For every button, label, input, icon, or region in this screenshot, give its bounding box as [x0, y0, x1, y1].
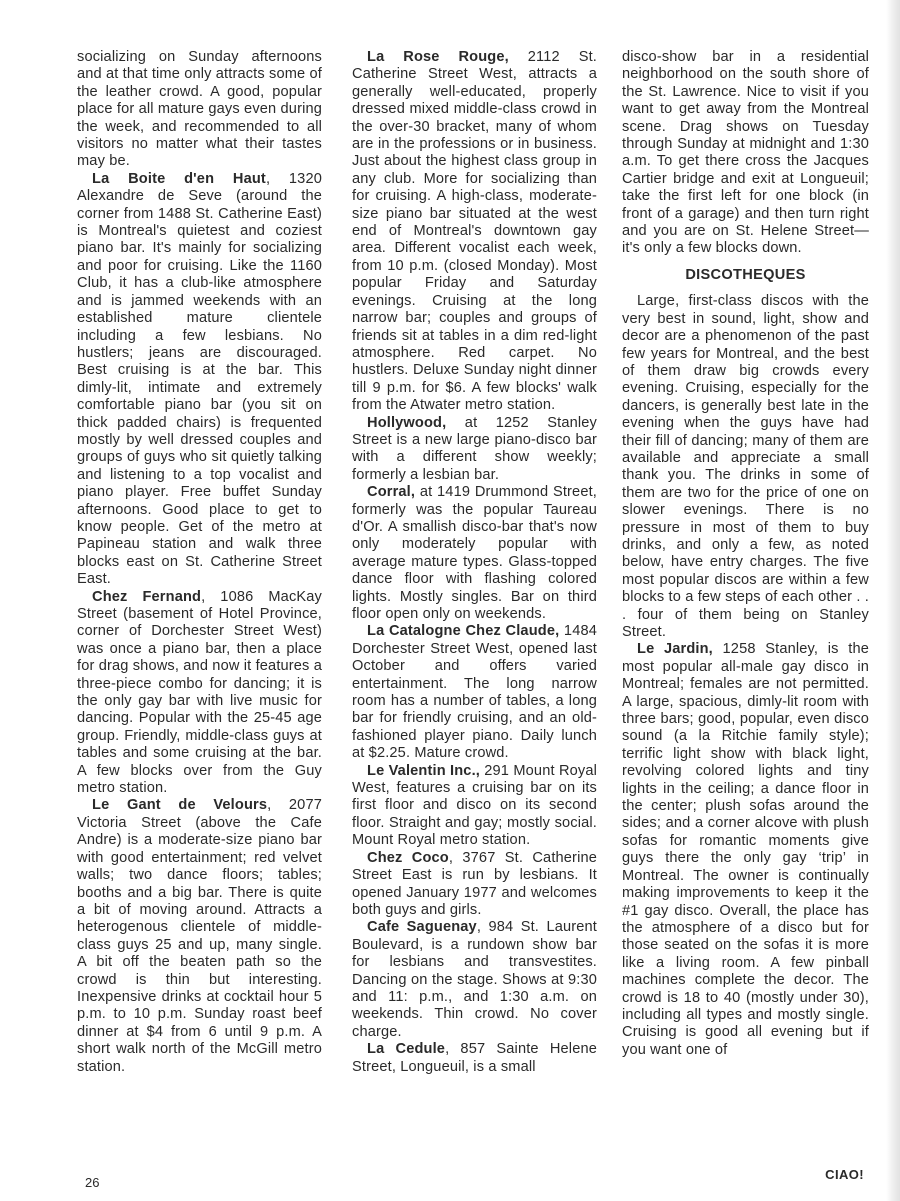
venue-name: Corral,	[367, 484, 416, 501]
entry-la-catalogne-chez-claude	[352, 623, 597, 762]
page-number: 26	[85, 1175, 100, 1190]
magazine-name: CIAO!	[825, 1167, 864, 1182]
entry-la-cedule	[352, 1041, 597, 1076]
entry-chez-fernand	[77, 589, 322, 798]
column-1	[77, 49, 322, 1076]
venue-name: La Cedule	[367, 1041, 446, 1058]
entry-la-rose-rouge	[352, 49, 597, 415]
column-3	[622, 49, 869, 1059]
venue-description: 1484 Dorchester Street West, opened last October and offers varied entertainment. The long narrow room has a number of tables, a long bar for friendly cruising, and an old-fashioned player piano. Daily lunch at $2.25. Mature crowd.	[352, 623, 597, 762]
paragraph-text: socializing on Sunday afternoons and at that time only attracts some of the leather crowd. A good, popular place for all mature gays even during the week, and recommended to all visitors no matter what their tastes may be.	[77, 49, 322, 170]
venue-name: Le Valentin Inc.,	[367, 762, 480, 779]
entry-la-boite-den-haut	[77, 171, 322, 589]
venue-description: , 984 St. Laurent Boulevard, is a rundown show bar for lesbians and transvestites. Dancing on the stage. Shows at 9:30 and 11: p.m., and 1:30 a.m. on weekends. Thin crowd. No cover charge.	[352, 919, 597, 1040]
venue-name: Chez Fernand	[92, 588, 202, 605]
venue-name: La Boite d'en Haut	[92, 170, 266, 187]
venue-name: La Rose Rouge,	[367, 49, 509, 65]
venue-name: Le Jardin,	[637, 641, 713, 658]
venue-name: Cafe Saguenay	[367, 919, 477, 936]
venue-description: , 2077 Victoria Street (above the Cafe Andre) is a moderate-size piano bar with good entertainment; red velvet walls; two dance floors; tables; booths and a big bar. There is quite a bit of moving around. Attracts a heterogenous clientele of middle-class guys 25 and up, many single. A bit off the beaten path so the crowd is thin but interesting. Inexpensive drinks at cocktail hour 5 p.m. to 10 p.m. Sunday roast beef dinner at $4 from 6 until 9 p.m. A short walk north of the McGill metro station.	[77, 797, 322, 1075]
venue-description: 2112 St. Catherine Street West, attracts a generally well-educated, properly dressed mixed middle-class crowd in the over-30 bracket, many of whom are in the professions or in business. Just about the highest class group in any club. More for socializing than for cruising. A high-class, moderate-size piano bar situated at the west end of Montreal's downtown gay area. Different vocalist each week, from 10 p.m. (closed Monday). Most popular Friday and Saturday evenings. Cruising at the long narrow bar; couples and groups of friends sit at tables in a dim red-light atmosphere. Red carpet. No hustlers. Deluxe Sunday night dinner till 9 p.m. for $6. A few blocks' walk from the Atwater metro station.	[352, 49, 597, 414]
discotheques-intro	[622, 293, 869, 641]
venue-name: Chez Coco	[367, 849, 449, 866]
venue-description: at 1252 Stanley Street is a new large piano-disco bar with a different show weekly; formerly a lesbian bar.	[352, 414, 597, 483]
venue-name: Hollywood,	[367, 414, 447, 431]
entry-chez-coco	[352, 850, 597, 920]
entry-cafe-saguenay	[352, 919, 597, 1041]
venue-description: at 1419 Drummond Street, formerly was the popular Taureau d'Or. A smallish disco-bar that's now only moderately popular with average mature types. Glass-topped dance floor with flashing colored lights. Mostly singles. Bar on third floor open only on weekends.	[352, 484, 597, 622]
section-heading-discotheques: DISCOTHEQUES	[685, 266, 806, 283]
paragraph-continuation	[77, 49, 322, 171]
paragraph-text: disco-show bar in a residential neighborhood on the south shore of the St. Lawrence. Nice to visit if you want to get away from the Montreal scene. Drag shows on Tuesday through Sunday at midnight and 1:30 a.m. To get there cross the Jacques Cartier bridge and exit at Longueuil; take the first left for one block (in front of a garage) and then turn right and you are on St. Helene Street—it's only a few blocks down.	[622, 49, 869, 257]
page-edge-shadow	[886, 0, 900, 1201]
venue-name: La Catalogne Chez Claude,	[367, 623, 560, 640]
paragraph-continuation	[622, 49, 869, 258]
venue-description: 291 Mount Royal West, features a cruising bar on its first floor and disco on its second floor. Straight and gay; mostly social. Mount Royal metro station.	[352, 762, 597, 849]
column-2	[352, 49, 597, 1076]
venue-description: , 1320 Alexandre de Seve (around the corner from 1488 St. Catherine East) is Montreal's quietest and coziest piano bar. It's mainly for socializing and poor for cruising. Like the 1160 Club, it has a club-like atmosphere and is jammed weekends with an established mature clientele including a few lesbians. No hustlers; jeans are discouraged. Best cruising is at the bar. This dimly-lit, intimate and extremely comfortable piano bar (you sit on thick padded chairs) is frequented mostly by well dressed couples and groups of guys who sit quietly talking and listening to a top vocalist and piano player. Free buffet Sunday afternoons. Good place to get to know people. Get of the metro at Papineau station and walk three blocks east on St. Catherine Street East.	[77, 170, 322, 588]
venue-description: , 1086 MacKay Street (basement of Hotel Province, corner of Dorchester Street West) was once a piano bar, then a place for drag shows, and now it features a three-piece combo for dancing; it is the only gay bar with live music for dancing. Popular with the 25-45 age group. Friendly, middle-class guys at tables and some cruising at the bar. A few blocks over from the Guy metro station.	[77, 588, 322, 797]
entry-hollywood	[352, 415, 597, 485]
venue-name: Le Gant de Velours	[92, 797, 268, 814]
entry-le-jardin	[622, 641, 869, 1059]
venue-description: 1258 Stanley, is the most popular all-male gay disco in Montreal; females are not permitted. A large, spacious, dimly-lit room with three bars; good, popular, even disco sound (a la Ritchie family style); terrific light show with black light, revolving colored lights and tiny lights in the ceiling; a dance floor in the center; plush sofas around the sides; and a corner alcove with plush sofas for romantic moments give guys there the only gay ‘trip’ in Montreal. The owner is continually making improvements to keep it the #1 gay disco. Overall, the place has the atmosphere of a disco but for those seated on the sofas it is more like a living room. A few pinball machines complete the decor. The crowd is 18 to 40 (mostly under 30), including all types and mostly single. Cruising is good all evening but if you want one of	[622, 641, 869, 1058]
entry-le-valentin-inc	[352, 763, 597, 850]
entry-le-gant-de-velours	[77, 797, 322, 1076]
venue-description: , 857 Sainte Helene Street, Longueuil, is a small	[352, 1041, 598, 1075]
venue-description: , 3767 St. Catherine Street East is run by lesbians. It opened January 1977 and welcomes both guys and girls.	[352, 849, 597, 918]
paragraph-text: Large, first-class discos with the very best in sound, light, show and decor are a phenomenon of the past few years for Montreal, and the best of them draw big crowds every evening. Cruising, especially for the dancers, is generally best late in the evening when the guys have had their fill of dancing; many of them are available and appreciate a small thank you. The drinks in some of them are two for the price of one on slower evenings. There is no pressure in most of them to buy drinks, and only a few, as noted below, have entry charges. The five most popular discos are within a few blocks to a few steps of each other . . . four of them being on Stanley Street.	[622, 293, 869, 640]
entry-corral	[352, 484, 597, 623]
